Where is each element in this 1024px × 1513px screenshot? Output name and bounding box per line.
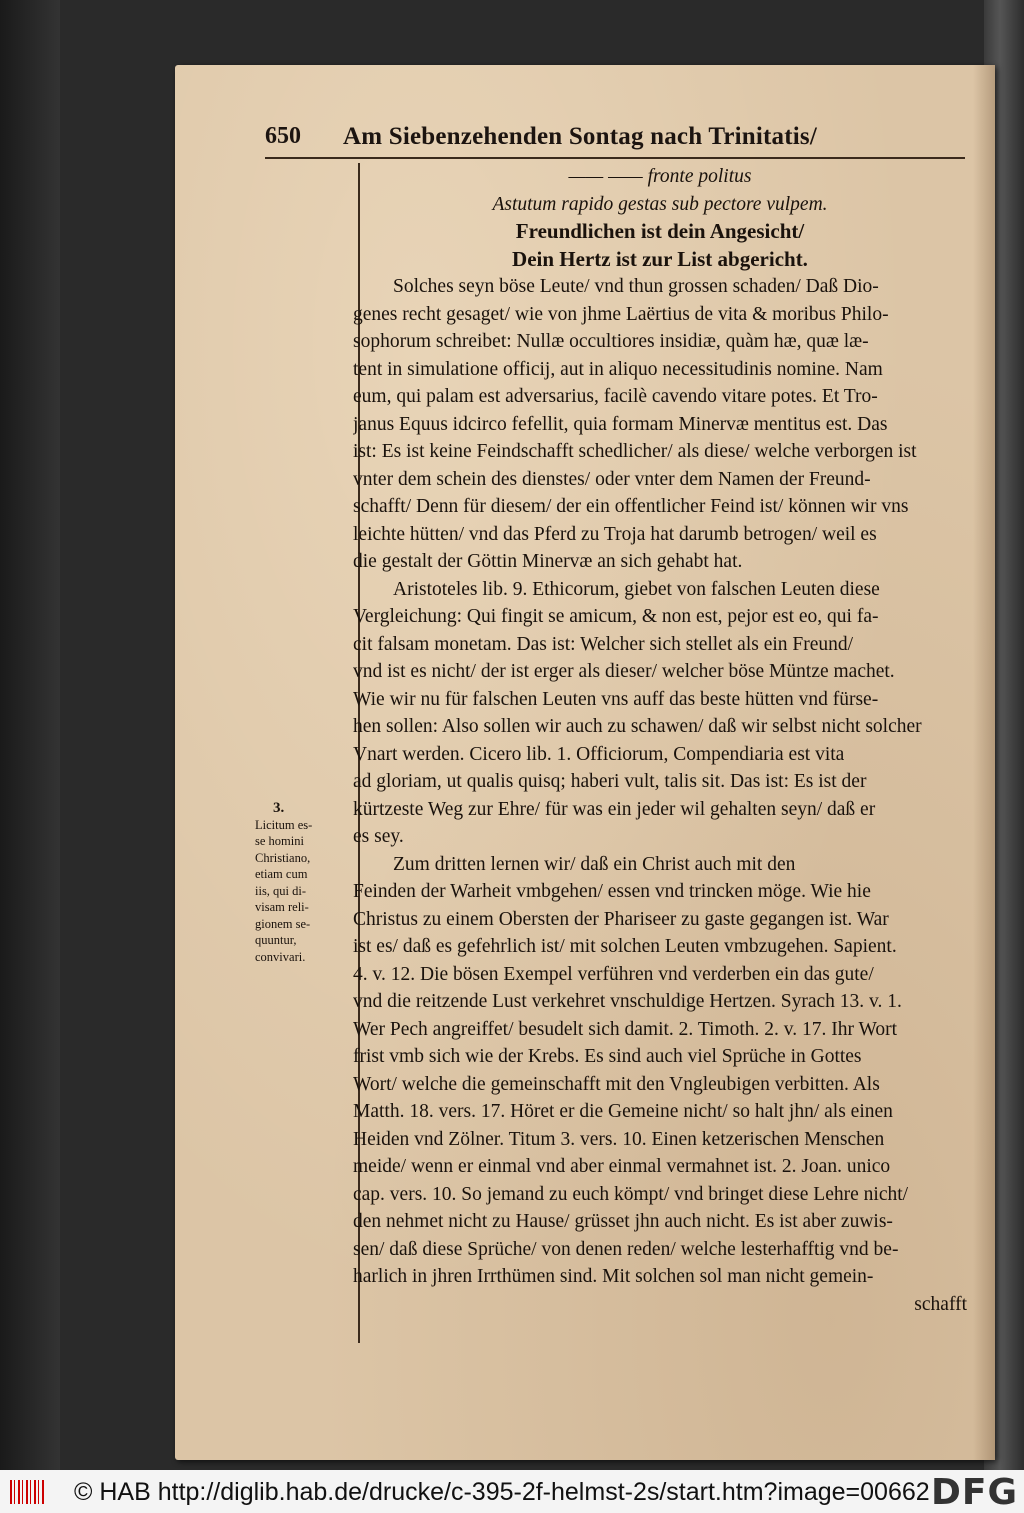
text-line: sophorum schreibet: Nullæ occultiores insidiæ, quàm hæ, quæ læ-: [353, 331, 869, 352]
margin-note-line: quuntur,: [255, 933, 297, 947]
margin-note-line: Christiano,: [255, 850, 311, 865]
text-line: Vnart werden. Cicero lib. 1. Officiorum, Compendiaria est vita: [353, 743, 845, 765]
text-line: Freundlichen ist dein Angesicht/: [515, 219, 805, 243]
text-line: Zum dritten lernen wir/ daß ein Christ auch mit den: [393, 853, 796, 875]
margin-note-line: gionem se-: [255, 916, 311, 931]
text-line: eum, qui palam est adversarius, facilè cavendo vitare potes. Et Tro-: [353, 386, 878, 407]
text-line: —— —— fronte politus: [568, 166, 752, 187]
text-line: meide/ wenn er einmal vnd aber einmal vermahnet ist. 2. Joan. unico: [353, 1156, 891, 1177]
page-header: [265, 117, 965, 157]
text-line: cit falsam monetam. Das ist: Welcher sich stellet als ein Freund/: [353, 633, 854, 655]
scan-backdrop-left: [0, 0, 60, 1470]
text-line: ist es/ daß es gefehrlich ist/ mit solchen Leuten vmbzugehen. Sapient.: [353, 936, 897, 957]
viewer-footer: [0, 1470, 1024, 1513]
text-line: janus Equus idcirco fefellit, quia formam Minervæ mentitus est. Das: [353, 413, 888, 435]
running-title: Am Siebenzehenden Sontag nach Trinitatis/: [343, 123, 817, 150]
text-line: Solches seyn böse Leute/ vnd thun grossen schaden/ Daß Dio-: [393, 276, 879, 297]
book-page: [175, 65, 995, 1460]
text-line: Matth. 18. vers. 17. Höret er die Gemeine nicht/ so halt jhn/ als einen: [353, 1101, 893, 1122]
text-line: die gestalt der Göttin Minervæ an sich gehabt hat.: [353, 551, 743, 572]
margin-note-line: se homini: [255, 834, 304, 848]
margin-note-line: Licitum es-: [255, 817, 313, 832]
text-line: genes recht gesaget/ wie von jhme Laërtius de vita & moribus Philo-: [353, 303, 889, 325]
text-line: Wie wir nu für falschen Leuten vns auff das beste hütten vnd fürse-: [353, 688, 879, 710]
text-line: 4. v. 12. Die bösen Exempel verführen vnd verderben ein das gute/: [353, 963, 874, 985]
text-line: cap. vers. 10. So jemand zu euch kömpt/ vnd bringet diese Lehre nicht/: [353, 1183, 909, 1205]
text-line: Dein Hertz ist zur List abgericht.: [512, 246, 808, 271]
text-line: tent in simulatione officij, aut in aliquo necessitudinis nomine. Nam: [353, 358, 883, 380]
text-line: leichte hütten/ vnd das Pferd zu Troja hat darumb betrogen/ weil es: [353, 523, 877, 545]
text-line: den nehmet nicht zu Hause/ grüsset jhn auch nicht. Es ist aber zuwis-: [353, 1211, 893, 1232]
text-line: kürtzeste Weg zur Ehre/ für was ein jeder wil gehalten seyn/ daß er: [353, 798, 876, 820]
text-line: schafft: [914, 1293, 967, 1315]
text-line: hen sollen: Also sollen wir auch zu schawen/ daß wir selbst nicht solcher: [353, 716, 922, 737]
text-line: Vergleichung: Qui fingit se amicum, & non est, pejor est eo, qui fa-: [353, 606, 879, 627]
text-line: Heiden vnd Zölner. Titum 3. vers. 10. Einen ketzerischen Menschen: [353, 1128, 885, 1150]
margin-note-line: visam reli-: [255, 900, 309, 914]
page-edge-shadow: [973, 65, 995, 1460]
text-line: vnter dem schein des dienstes/ oder vnter dem Namen der Freund-: [353, 468, 871, 490]
margin-note: [255, 800, 345, 965]
margin-note-number: 3.: [273, 800, 285, 816]
text-line: sen/ daß diese Sprüche/ von denen reden/ welche lesterhafftig vnd be-: [353, 1238, 899, 1260]
text-line: Wort/ welche die gemeinschafft mit den Vngleubigen verbitten. Als: [353, 1073, 880, 1095]
header-rule: [265, 157, 965, 159]
text-line: ist: Es ist keine Feindschafft schedlicher/ als diese/ welche verborgen ist: [353, 441, 917, 462]
text-line: vnd die reitzende Lust verkehret vnschuldige Hertzen. Syrach 13. v. 1.: [353, 991, 902, 1012]
text-line: es sey.: [353, 826, 404, 847]
text-line: vnd ist es nicht/ der ist erger als dieser/ welcher böse Müntze machet.: [353, 661, 895, 682]
text-line: harlich in jhren Irrthümen sind. Mit solchen sol man nicht gemein-: [353, 1266, 874, 1287]
margin-note-line: convivari.: [255, 949, 306, 964]
text-line: Aristoteles lib. 9. Ethicorum, giebet von falschen Leuten diese: [393, 578, 880, 600]
source-url[interactable]: © HAB http://diglib.hab.de/drucke/c-395-2f-helmst-2s/start.htm?image=00662: [74, 1478, 930, 1506]
margin-rule: [268, 163, 360, 1343]
text-line: Astutum rapido gestas sub pectore vulpem.: [492, 193, 828, 215]
text-line: frist vmb sich wie der Krebs. Es sind auch viel Sprüche in Gottes: [353, 1046, 862, 1067]
text-line: Feinden der Warheit vmbgehen/ essen vnd trincken möge. Wie hie: [353, 881, 871, 902]
page-number: 650: [265, 123, 301, 149]
hab-barcode-icon: [10, 1480, 46, 1504]
dfg-logo: DFG: [930, 1472, 1018, 1513]
margin-note-line: etiam cum: [255, 867, 308, 881]
body-text: [353, 163, 967, 1318]
text-line: Christus zu einem Obersten der Phariseer zu gaste gegangen ist. War: [353, 908, 889, 930]
margin-note-line: iis, qui di-: [255, 883, 307, 898]
text-line: schafft/ Denn für diesem/ der ein offentlicher Feind ist/ können wir vns: [353, 496, 909, 517]
text-line: Wer Pech angreiffet/ besudelt sich damit. 2. Timoth. 2. v. 17. Ihr Wort: [353, 1018, 898, 1040]
text-line: ad gloriam, ut qualis quisq; haberi vult, talis sit. Das ist: Es ist der: [353, 771, 867, 792]
